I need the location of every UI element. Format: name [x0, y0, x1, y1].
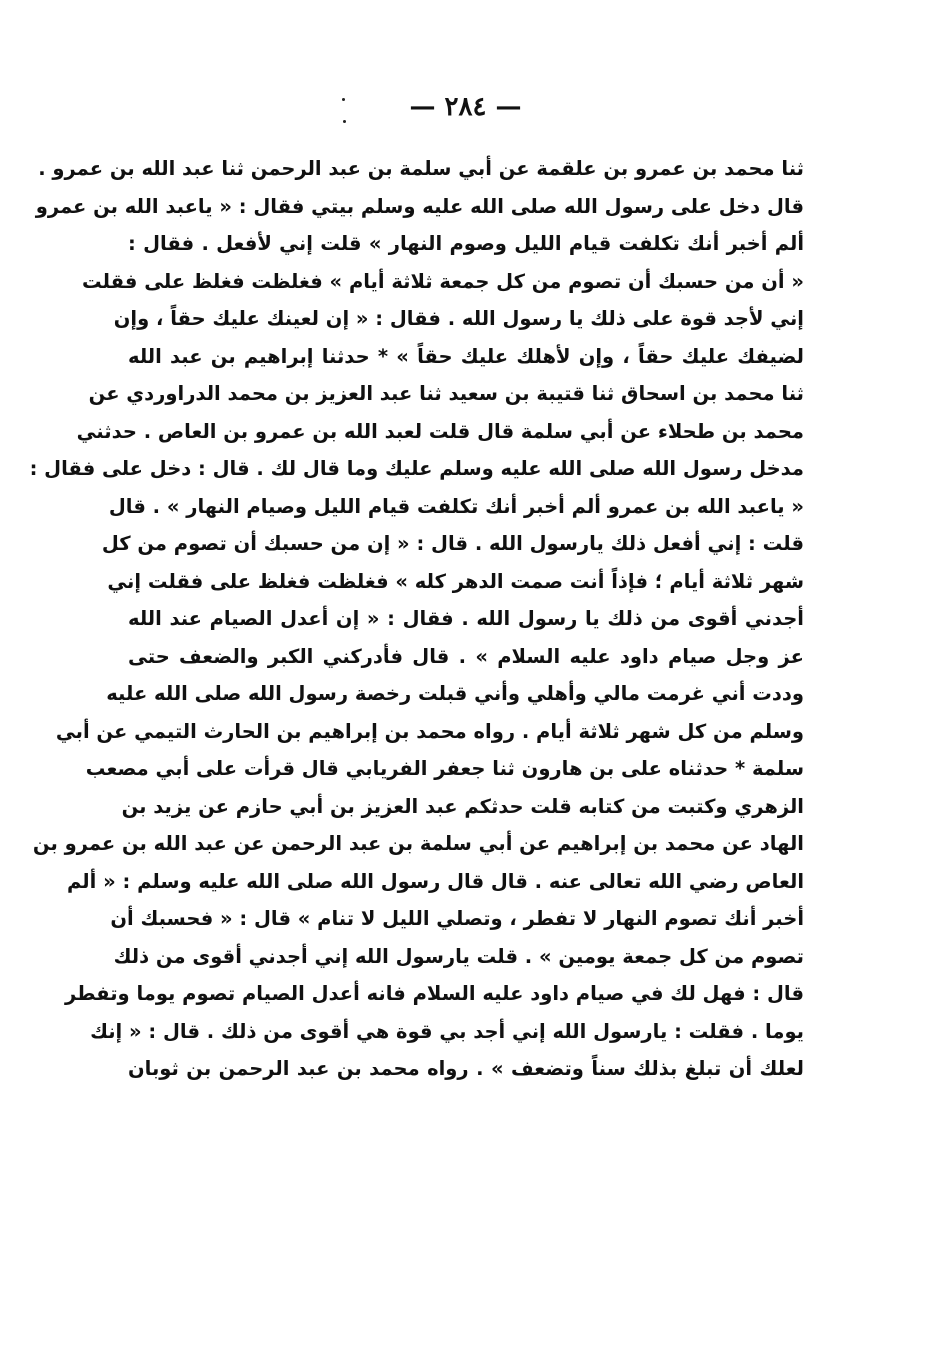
text-line: ألم أخبر أنك تكلفت قيام الليل وصوم النهار » قلت إني لأفعل . فقال : — [128, 232, 804, 255]
text-line: ثنا محمد بن عمرو بن علقمة عن أبي سلمة بن عبد الرحمن ثنا عبد الله بن عمرو . — [38, 157, 804, 180]
text-line: لعلك أن تبلغ بذلك سناً وتضعف » . رواه محمد بن عبد الرحمن بن ثوبان — [128, 1057, 804, 1080]
text-line: سلمة * حدثناه على بن هارون ثنا جعفر الفريابي قال قرأت على أبي مصعب — [85, 757, 804, 780]
text-line: يوما . فقلت : يارسول الله إني أجد بي قوة هي أقوى من ذلك . قال : « إنك — [90, 1019, 804, 1043]
text-line: إني لأجد قوة على ذلك يا رسول الله . فقال : « إن لعينك عليك حقاً ، وإن — [113, 307, 804, 330]
body-text — [29, 150, 804, 1088]
text-line: قال دخل على رسول الله صلى الله عليه وسلم بيتي فقال : « ياعبد الله بن عمرو — [35, 194, 804, 218]
text-line: قلت : إني أفعل ذلك يارسول الله . قال : « إن من حسبك أن تصوم من كل — [101, 532, 804, 555]
text-line: العاص رضي الله تعالى عنه . قال قال رسول الله صلى الله عليه وسلم : « ألم — [67, 869, 804, 893]
text-line: ثنا محمد بن اسحاق ثنا قتيبة بن سعيد ثنا عبد العزيز بن محمد الدراوردي عن — [88, 382, 804, 405]
text-line: تصوم من كل جمعة يومين » . قلت يارسول الله إني أجدني أقوى من ذلك — [113, 944, 804, 968]
text-line: الزهري وكتبت من كتابه قلت حدثكم عبد العزيز بن أبي حازم عن يزيد بن — [121, 794, 804, 818]
text-line: « أن من حسبك أن تصوم من كل جمعة ثلاثة أيام » فغلظت فغلظ على فقلت — [82, 269, 804, 293]
text-line: وسلم من كل شهر ثلاثة أيام . رواه محمد بن إبراهيم بن الحارث التيمي عن أبي — [55, 719, 804, 743]
text-line: شهر ثلاثة أيام ؛ فإذاً أنت صمت الدهر كله » فغلظت فغلظ على فقلت إني — [107, 569, 804, 593]
text-line: الهاد عن محمد بن إبراهيم عن أبي سلمة بن عبد الرحمن عن عبد الله بن عمرو بن — [32, 832, 804, 855]
text-line: وددت أني غرمت مالي وأهلي وأني قبلت رخصة رسول الله صلى الله عليه — [106, 682, 804, 705]
text-line: محمد بن طحلاء عن أبي سلمة قال قلت لعبد الله بن عمرو بن العاص . حدثني — [76, 419, 804, 443]
text-line: أخبر أنك تصوم النهار لا تفطر ، وتصلي الليل لا تنام » قال : « فحسبك أن — [110, 907, 804, 930]
text-line: مدخل رسول الله صلى الله عليه وسلم عليك وما قال لك . قال : دخل على فقال : — [29, 457, 804, 480]
text-line: أجدني أقوى من ذلك يا رسول الله . فقال : « إن أعدل الصيام عند الله — [128, 607, 804, 630]
text-line: لضيفك عليك حقاً ، وإن لأهلك عليك حقاً » * حدثنا إبراهيم بن عبد الله — [128, 344, 804, 368]
ink-speck-marks — [340, 96, 348, 126]
text-line: عز وجل صيام داود عليه السلام » . قال فأدركني الكبر والضعف حتى — [128, 644, 804, 668]
text-line: قال : فهل لك في صيام داود عليه السلام فانه أعدل الصيام تصوم يوما وتفطر — [65, 982, 804, 1005]
page-number: — ٢٨٤ — — [409, 92, 522, 122]
text-line: « ياعبد الله بن عمرو ألم أخبر أنك تكلفت قيام الليل وصيام النهار » . قال — [108, 494, 804, 518]
